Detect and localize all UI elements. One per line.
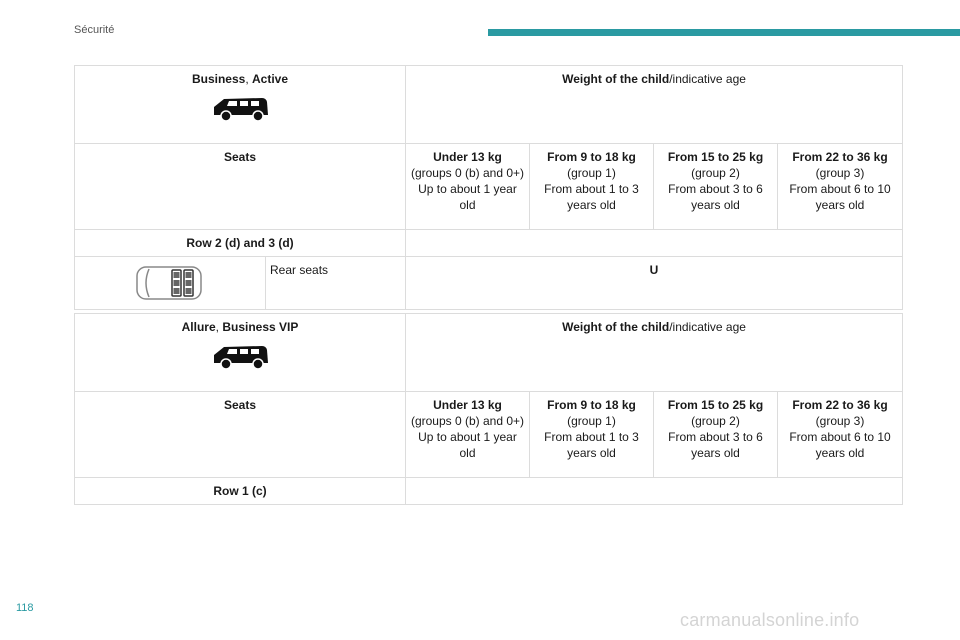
table-row [75, 392, 903, 478]
group-cell: From 9 to 18 kg (group 1) From about 1 to 3 years old [530, 144, 654, 230]
seats-label: Seats [75, 144, 406, 230]
group-cell: From 15 to 25 kg (group 2) From about 3 to 6 years old [654, 144, 778, 230]
table-row [75, 144, 903, 230]
van-side-icon [210, 343, 270, 371]
group-cell: From 22 to 36 kg (group 3) From about 6 to 10 years old [778, 392, 903, 478]
row-label: Row 2 (d) and 3 (d) [75, 230, 406, 257]
car-top-cell [75, 257, 266, 310]
child-seat-table-business-active [74, 65, 903, 310]
section-title: Sécurité [74, 24, 115, 36]
child-seat-table-allure-business-vip [74, 313, 903, 505]
table-row [75, 257, 903, 310]
version-cell: Business, Active [75, 66, 406, 144]
rear-seats-value: U [406, 257, 903, 310]
group-cell: Under 13 kg (groups 0 (b) and 0+) Up to about 1 year old [406, 144, 530, 230]
car-top-view-icon [135, 264, 205, 302]
header-accent-bar [488, 29, 960, 36]
group-cell: Under 13 kg (groups 0 (b) and 0+) Up to about 1 year old [406, 392, 530, 478]
table-row [75, 230, 903, 257]
row-label: Row 1 (c) [75, 478, 406, 505]
table-row [75, 314, 903, 392]
group-cell: From 15 to 25 kg (group 2) From about 3 to 6 years old [654, 392, 778, 478]
table-row [75, 478, 903, 505]
seats-label: Seats [75, 392, 406, 478]
version-name: Business VIP [222, 320, 299, 334]
version-cell: Allure, Business VIP [75, 314, 406, 392]
page-number: 118 [16, 602, 34, 614]
van-side-icon [210, 95, 270, 123]
weight-header-cell: Weight of the child/indicative age [406, 66, 903, 144]
group-cell: From 9 to 18 kg (group 1) From about 1 to 3 years old [530, 392, 654, 478]
table-row [75, 66, 903, 144]
group-cell: From 22 to 36 kg (group 3) From about 6 to 10 years old [778, 144, 903, 230]
watermark: carmanualsonline.info [680, 610, 860, 630]
rear-seats-label: Rear seats [266, 257, 406, 310]
version-name: Active [252, 72, 289, 86]
weight-header-cell: Weight of the child/indicative age [406, 314, 903, 392]
version-name: Allure [181, 320, 216, 334]
version-name: Business [191, 72, 246, 86]
